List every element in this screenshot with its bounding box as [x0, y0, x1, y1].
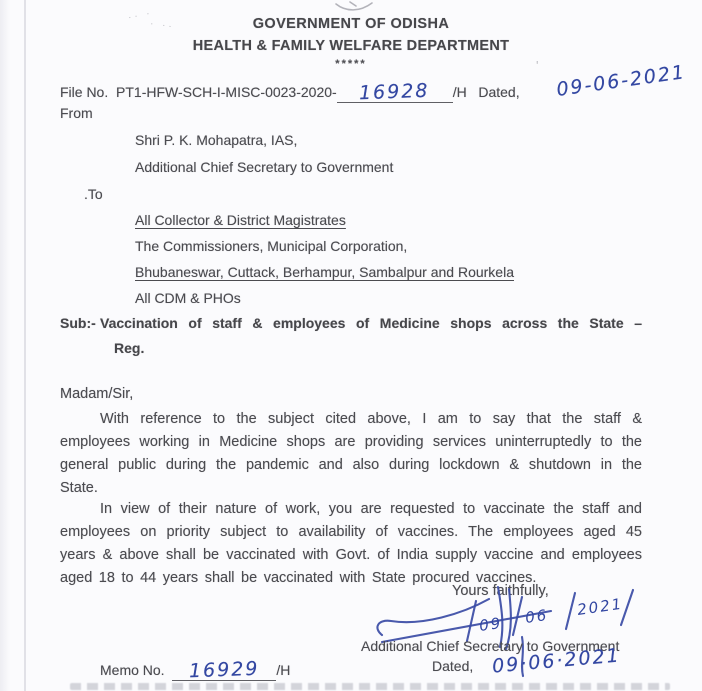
sig-date-day: 09	[478, 613, 504, 635]
subject-text: Vaccination of staff & employees of Medicine shops across the State –	[100, 315, 642, 331]
memo-no-blank	[172, 658, 276, 681]
handwritten-file-number: 16928	[359, 79, 431, 105]
department-title: HEALTH & FAMILY WELFARE DEPARTMENT	[192, 38, 510, 54]
memo-no-label: Memo No.	[100, 662, 165, 678]
recipient-line: All CDM & PHOs	[135, 290, 241, 306]
emblem-fragment	[330, 0, 380, 14]
recipient-line: All Collector & District Magistrates	[135, 212, 346, 228]
letterhead	[0, 16, 702, 70]
handwritten-date-bottom: 09·06·2021	[491, 644, 622, 678]
salutation: Madam/Sir,	[60, 386, 134, 402]
scan-edge-shadow	[0, 0, 10, 691]
file-no-label: File No.	[60, 84, 109, 100]
file-no-suffix: /H	[452, 84, 467, 100]
body-paragraph-2: In view of their nature of work, you are requested to vaccinate the staff and employees on priority subject to availability of vaccines. The employees aged 45 years & above shall be vaccinated with Govt. of India supply vaccine and employees aged 18 to 44 years shall be vaccinated with State procured vaccines.	[60, 501, 642, 586]
file-no-blank	[337, 80, 453, 103]
subject-reg: Reg.	[114, 340, 145, 356]
memo-number-line	[100, 658, 290, 681]
handwritten-date-top: 09-06-2021	[555, 61, 688, 101]
divider-stars: *****	[335, 58, 367, 70]
recipient-line: The Commissioners, Municipal Corporation,	[135, 238, 408, 254]
body-paragraph-1: With reference to the subject cited above, I am to say that the staff & employees working in Medicine shops are providing services uninterruptedly to the general public during the pandemic and also during lockdown & shutdown in the State.	[60, 411, 642, 496]
scan-fold-line	[24, 0, 26, 691]
sender-designation: Additional Chief Secretary to Government	[135, 159, 394, 175]
government-title: GOVERNMENT OF ODISHA	[252, 16, 450, 32]
memo-no-suffix: /H	[276, 662, 291, 678]
subject-label: Sub:-	[60, 315, 96, 331]
from-label: From	[60, 105, 93, 121]
sender-name: Shri P. K. Mohapatra, IAS,	[135, 132, 298, 148]
stray-mark: '	[536, 58, 542, 73]
cutoff-faint-text-line	[70, 683, 670, 690]
pencil-mark: · ··	[149, 18, 176, 33]
sig-date-year: 2021	[576, 594, 625, 619]
dated-label-bottom: Dated,	[432, 658, 474, 674]
file-number-line	[60, 80, 520, 103]
recipient-line: Bhubaneswar, Cuttack, Berhampur, Sambalpur and Rourkela	[135, 264, 514, 280]
to-label: .To	[84, 186, 103, 202]
sig-date-month: 06	[524, 605, 550, 627]
signatory-designation: Additional Chief Secretary to Government	[361, 638, 620, 654]
closing-salutation: Yours faithfully,	[452, 583, 549, 599]
handwritten-memo-number: 16929	[188, 657, 260, 683]
date-separator-stroke	[566, 593, 575, 629]
file-no-value: PT1-HFW-SCH-I-MISC-0023-2020-	[116, 84, 337, 100]
pencil-mark: ·· ·	[127, 7, 154, 24]
dated-label: Dated,	[478, 84, 520, 100]
